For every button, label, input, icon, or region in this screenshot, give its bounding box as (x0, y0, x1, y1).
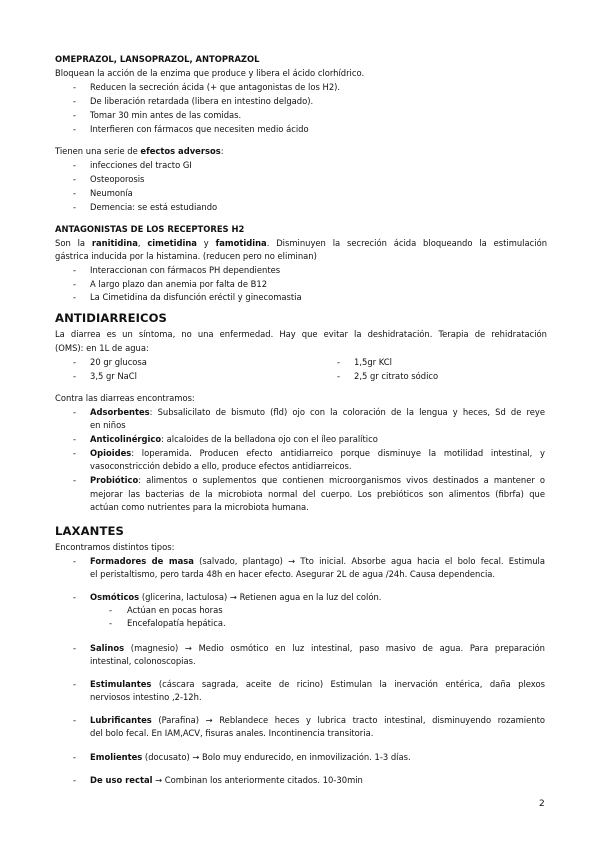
formadores-line2: el peristaltismo, pero tarda 48h en hacer efecto. Asegurar 2L de agua /24h. Causa dependencia. (90, 569, 496, 579)
section-title-antidiarreicos: ANTIDIARREICOS (55, 311, 168, 325)
h2-paragraph-line1: Son la ranitidina, cimetidina y famotidina. Disminuyen la secreción ácida bloqueando la estimulación (55, 238, 548, 248)
document-page: OMEPRAZOL, LANSOPRAZOL, ANTOPRAZOL Bloquean la acción de la enzima que produce y libera el ácido clorhídrico. - Reducen la secreción ácida (+ que antagonistas de los H2). - De liberación retardada (libera en intestino delgado). - Tomar 30 min antes de las comidas. - Interfieren con fármacos que necesiten medio ácido Tienen una serie de efectos adversos: - infecciones del tracto GI - Osteoporosis - Neumonía - Demencia: se está estudiando ANTAGONISTAS DE LOS RECEPTORES H2 Son la ranitidina, cimetidina y famotidina. Disminuyen la secreción ácida bloqueando la estimulación gástrica inducida por la histamina. (reducen pero no eliminan) - Interaccionan con fármacos PH dependientes - A largo plazo dan anemia por falta de B12 - La Cimetidina da disfunción eréctil y ginecomastia ANTIDIARREICOS La diarrea es un síntoma, no una enfermedad. Hay que evitar la deshidratación. Terapia de rehidratación (OMS): en 1L de agua: - 20 gr glucosa - 3,5 gr NaCl - 1,5gr KCl - 2,5 gr citrato sódico Contra las diarreas encontramos: - Adsorbentes: Subsalicilato de bismuto (fld) ojo con la coloración de la lengua y heces, Sd de reye en niños - Anticolinérgico: alcaloides de la belladona ojo con el íleo paralítico - Opioides: loperamida. Producen efecto antidiarreico porque disminuye la motilidad intestinal, y vasoconstricción debido a ello, produce efectos antidiarreicos. - Probiótico: alimentos o suplementos que contienen microorganismos vivos destinados a mantener o mejorar las bacterias de la microbiota normal del cuerpo. Los prebióticos son alimentos (fibrfa) que actúan como nutrientes para la microbiota humana. LAXANTES Encontramos distintos tipos: - Formadores de masa (salvado, plantago) → Tto inicial. Absorbe agua hacia el bolo fecal. Estimula el peristaltismo, pero tarda 48h en hacer efecto. Asegurar 2L de agua /24h. Causa dependencia. - Osmóticos (glicerina, lactulosa) → Retienen agua en la luz del colón. - Actúan en pocas horas - Encefalopatía hepática. - Salinos (magnesio) → Medio osmótico en luz intestinal, paso masivo de agua. Para preparación intestinal, colonoscopias. - Estimulantes (cáscara sagrada, aceite de ricino) Estimulan la inervación entérica, daña plexos nerviosos intestino ,2-12h. - Lubrificantes (Parafina) → Reblandece heces y lubrica tracto intestinal, disminuyendo rozamiento del bolo fecal. En IAM,ACV, fisuras anales. Incontinencia transitoria. - Emolientes (docusato) → Bolo muy endurecido, en inmovilización. 1-3 días. - De uso rectal → Combinan los anteriormente citados. 10-30min 2 (55, 54, 548, 809)
laxantes-intro: Encontramos distintos tipos: (55, 542, 175, 552)
contra-intro: Contra las diarreas encontramos: (55, 393, 195, 403)
section-title-laxantes: LAXANTES (55, 524, 124, 538)
section-title-h2: ANTAGONISTAS DE LOS RECEPTORES H2 (55, 224, 245, 234)
section-title-ipp: OMEPRAZOL, LANSOPRAZOL, ANTOPRAZOL (55, 54, 260, 64)
h2-paragraph-line2: gástrica inducida por la histamina. (reducen pero no eliminan) (55, 251, 317, 261)
opioides-line2: vasoconstricción debido a ello, produce efectos antidiarreicos. (90, 461, 352, 471)
adsorbentes-line1: Adsorbentes: Subsalicilato de bismuto (fld) ojo con la coloración de la lengua y heces, Sd de reye (90, 407, 545, 417)
opioides-line1: Opioides: loperamida. Producen efecto antidiarreico porque disminuye la motilidad intestinal, y (90, 448, 545, 458)
estimulantes-line1: Estimulantes (cáscara sagrada, aceite de ricino) Estimulan la inervación entérica, daña plexos (90, 679, 545, 689)
estimulantes-line2: nerviosos intestino ,2-12h. (90, 692, 202, 702)
probiotico-line2: mejorar las bacterias de la microbiota normal del cuerpo. Los prebióticos son alimentos (fibrfa) que (90, 489, 545, 499)
osmoticos-line: Osmóticos (glicerina, lactulosa) → Retienen agua en la luz del colón. (90, 592, 382, 602)
page-number: 2 (539, 799, 545, 809)
lubrificantes-line1: Lubrificantes (Parafina) → Reblandece heces y lubrica tracto intestinal, disminuyendo rozamiento (90, 715, 545, 725)
salinos-line2: intestinal, colonoscopias. (90, 656, 196, 666)
uso-rectal-line: De uso rectal → Combinan los anteriormente citados. 10-30min (90, 775, 363, 785)
antidiarreicos-paragraph-line1: La diarrea es un síntoma, no una enfermedad. Hay que evitar la deshidratación. Terapia de rehidratación (55, 329, 547, 339)
formadores-line1: Formadores de masa (salvado, plantago) → Tto inicial. Absorbe agua hacia el bolo fecal. Estimula (90, 556, 545, 566)
probiotico-line3: actúan como nutrientes para la microbiota humana. (90, 502, 309, 512)
probiotico-line1: Probiótico: alimentos o suplementos que contienen microorganismos vivos destinados a mantener o (90, 475, 545, 485)
antidiarreicos-paragraph-line2: (OMS): en 1L de agua: (55, 343, 149, 353)
adsorbentes-line2: en niños (90, 420, 126, 430)
adverse-intro: Tienen una serie de efectos adversos: (55, 146, 224, 156)
emolientes-line: Emolientes (docusato) → Bolo muy endurecido, en inmovilización. 1-3 días. (90, 752, 411, 762)
salinos-line1: Salinos (magnesio) → Medio osmótico en luz intestinal, paso masivo de agua. Para preparación (90, 643, 545, 653)
anticolinergico-line: Anticolinérgico: alcaloides de la belladona ojo con el íleo paralítico (90, 434, 378, 444)
ipp-intro: Bloquean la acción de la enzima que produce y libera el ácido clorhídrico. (55, 68, 365, 78)
lubrificantes-line2: del bolo fecal. En IAM,ACV, fisuras anales. Incontinencia transitoria. (90, 728, 374, 738)
